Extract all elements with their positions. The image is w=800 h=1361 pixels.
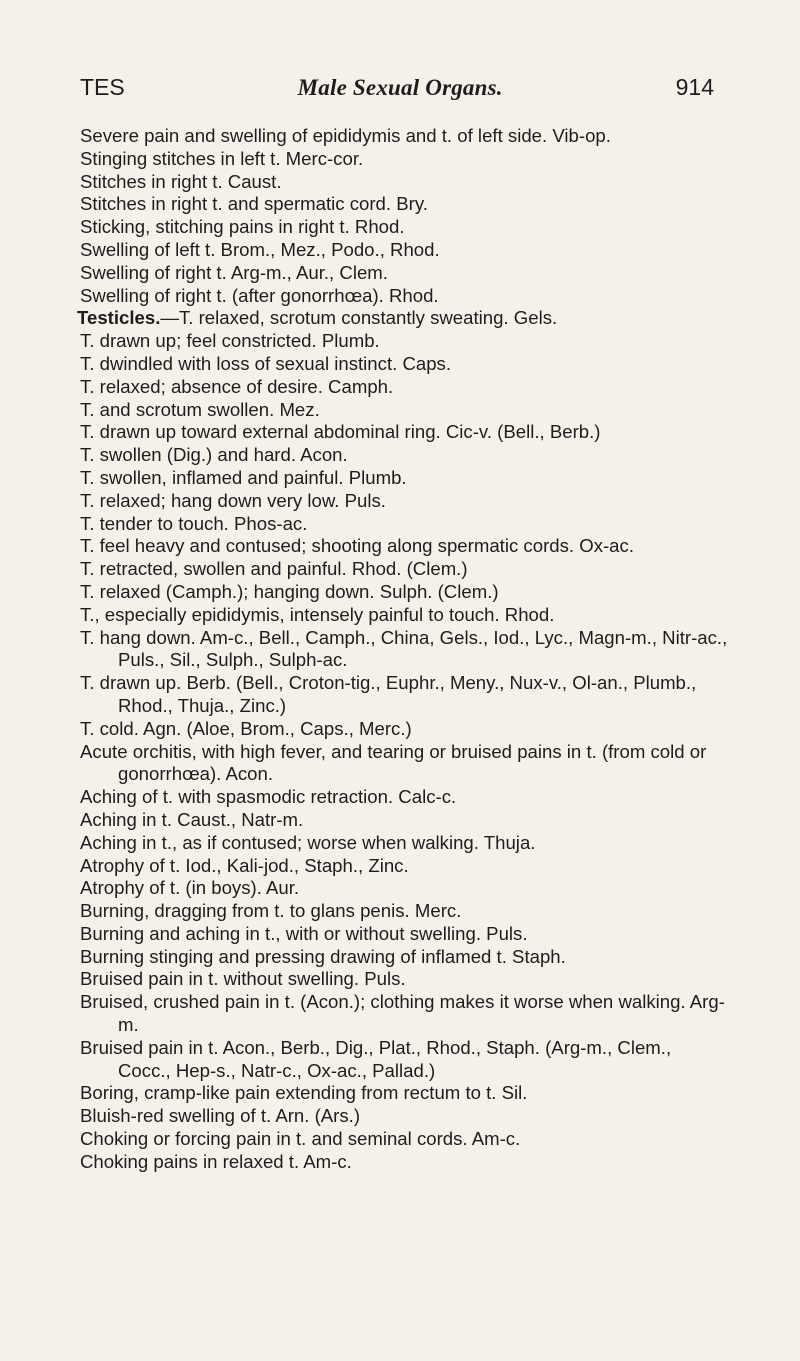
entry-line: Stitches in right t. and spermatic cord. Bry. xyxy=(80,193,428,215)
entry-line: Stinging stitches in left t. Merc-cor. xyxy=(80,147,364,169)
entry-line: Swelling of right t. Arg-m., Aur., Clem. xyxy=(80,261,388,283)
entry-line: Burning and aching in t., with or without swelling. Puls. xyxy=(80,922,528,944)
entry-line: T. hang down. Am-c., Bell., Camph., China, Gels., Iod., Lyc., Magn-m., Nitr-ac., Puls., Sil., Sulph., Sulph-ac. xyxy=(80,626,728,671)
entry-line: T. and scrotum swollen. Mez. xyxy=(80,398,320,420)
entry-line: T. swollen (Dig.) and hard. Acon. xyxy=(80,444,348,466)
entry-line: Bruised, crushed pain in t. (Acon.); clothing makes it worse when walking. Arg-m. xyxy=(80,991,725,1036)
running-title: Male Sexual Organs. xyxy=(297,75,503,100)
page-header xyxy=(80,74,714,104)
entry-line: Sticking, stitching pains in right t. Rhod. xyxy=(80,216,405,238)
entry-line: T. dwindled with loss of sexual instinct. Caps. xyxy=(80,352,452,374)
entry-line: Swelling of right t. (after gonorrhœa). Rhod. xyxy=(80,284,439,306)
entry-line: Acute orchitis, with high fever, and tearing or bruised pains in t. (from cold or gonorrhœa). Acon. xyxy=(80,740,707,785)
entry-line: Bluish-red swelling of t. Arn. (Ars.) xyxy=(80,1105,361,1127)
entry-line: Aching in t. Caust., Natr-m. xyxy=(80,808,304,830)
entry-line: T. drawn up; feel constricted. Plumb. xyxy=(80,330,380,352)
entry-line: T. tender to touch. Phos-ac. xyxy=(80,512,308,534)
entry-line: T. cold. Agn. (Aloe, Brom., Caps., Merc.) xyxy=(80,717,412,739)
entry-line: T. drawn up toward external abdominal ring. Cic-v. (Bell., Berb.) xyxy=(80,421,601,443)
entry-line: Bruised pain in t. without swelling. Puls. xyxy=(80,968,406,990)
entry-line: T. drawn up. Berb. (Bell., Croton-tig., Euphr., Meny., Nux-v., Ol-an., Plumb., Rhod., Thuja., Zinc.) xyxy=(80,672,697,716)
section-heading-word: Testicles. xyxy=(77,307,161,329)
entry-line: Bruised pain in t. Acon., Berb., Dig., Plat., Rhod., Staph. (Arg-m., Clem., Cocc., Hep-s., Natr-c., Ox-ac., Pallad.) xyxy=(80,1036,672,1081)
entry-line: Aching of t. with spasmodic retraction. Calc-c. xyxy=(80,786,457,808)
entry-line: Boring, cramp-like pain extending from rectum to t. Sil. xyxy=(80,1082,528,1104)
entry-line: Atrophy of t. Iod., Kali-jod., Staph., Zinc. xyxy=(80,854,409,876)
entry-line: Burning stinging and pressing drawing of inflamed t. Staph. xyxy=(80,945,566,967)
entry-line: Burning, dragging from t. to glans penis. Merc. xyxy=(80,900,462,922)
entry-line: Atrophy of t. (in boys). Aur. xyxy=(80,877,300,899)
entry-line: Choking or forcing pain in t. and seminal cords. Am-c. xyxy=(80,1128,521,1150)
entry-line: T. swollen, inflamed and painful. Plumb. xyxy=(80,466,407,488)
entry-line: Stitches in right t. Caust. xyxy=(80,170,282,192)
entry-line: Swelling of left t. Brom., Mez., Podo., Rhod. xyxy=(80,238,440,260)
running-head-left: TES xyxy=(80,74,125,100)
entry-line: Aching in t., as if contused; worse when walking. Thuja. xyxy=(80,831,536,853)
page-body xyxy=(77,125,728,1174)
entry-line: T. relaxed (Camph.); hanging down. Sulph. (Clem.) xyxy=(80,580,499,602)
entry-line: T., especially epididymis, intensely painful to touch. Rhod. xyxy=(80,603,555,625)
section-heading-rest: —T. relaxed, scrotum constantly sweating. Gels. xyxy=(160,307,558,329)
entry-line: Choking pains in relaxed t. Am-c. xyxy=(80,1150,352,1172)
entry-line: T. relaxed; hang down very low. Puls. xyxy=(80,489,386,511)
entry-line: Severe pain and swelling of epididymis and t. of left side. Vib-op. xyxy=(80,125,611,146)
entry-line: T. retracted, swollen and painful. Rhod. (Clem.) xyxy=(80,558,468,580)
section-heading-testicles xyxy=(77,307,728,330)
page-number: 914 xyxy=(675,74,714,100)
entry-line: T. feel heavy and contused; shooting along spermatic cords. Ox-ac. xyxy=(80,535,634,557)
entry-line: T. relaxed; absence of desire. Camph. xyxy=(80,375,394,397)
